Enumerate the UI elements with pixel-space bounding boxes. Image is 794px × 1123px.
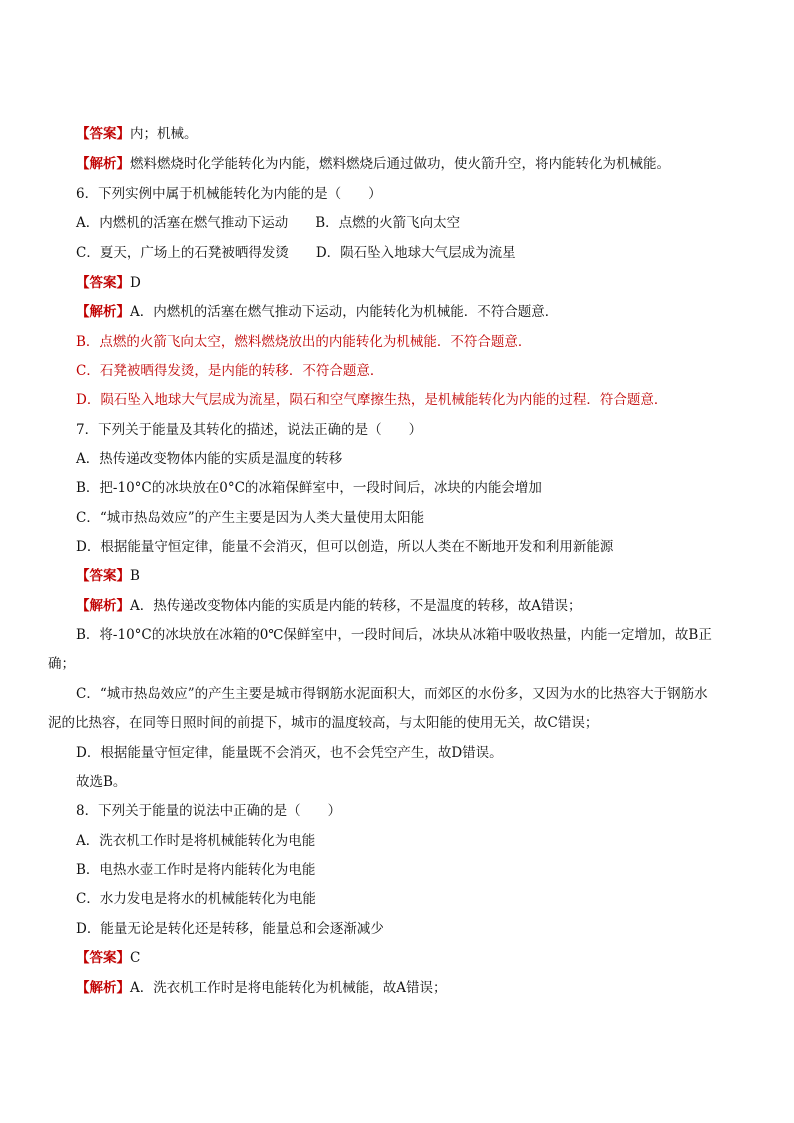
text-line	[48, 714, 598, 732]
text-line	[48, 655, 75, 673]
section-label: 【解析】	[76, 304, 130, 320]
line-text: 6．下列实例中属于机械能转化为内能的是（ ）	[76, 186, 382, 202]
line-text: A．热传递改变物体内能的实质是内能的转移，不是温度的转移，故A错误；	[130, 598, 582, 614]
section-label: 【解析】	[76, 156, 130, 172]
text-line	[76, 125, 198, 143]
text-line	[76, 479, 542, 497]
section-label: 【答案】	[76, 950, 130, 966]
text-line	[76, 333, 531, 351]
text-line	[76, 450, 342, 468]
line-text: 燃料燃烧时化学能转化为内能，燃料燃烧后通过做功，使火箭升空，将内能转化为机械能。	[130, 156, 670, 172]
section-label: 【答案】	[76, 126, 130, 142]
text-line	[76, 802, 341, 820]
line-text: 泥的比热容，在同等日照时间的前提下，城市的温度较高，与太阳能的使用无关，故C错误；	[48, 715, 599, 731]
section-label: 【答案】	[76, 568, 130, 584]
text-line	[76, 362, 383, 380]
line-text: B．将-10°C的冰块放在冰箱的0℃保鲜室中，一段时间后，冰块从冰箱中吸收热量，内能一定增加，故B正	[76, 627, 712, 643]
text-line	[76, 185, 382, 203]
text-line	[76, 509, 424, 527]
text-line	[76, 567, 140, 585]
text-line	[76, 597, 582, 615]
line-text: 8．下列关于能量的说法中正确的是（ ）	[76, 803, 342, 819]
line-text: D．根据能量守恒定律，能量既不会消灭，也不会凭空产生，故D错误。	[76, 745, 503, 761]
line-text: D．能量无论是转化还是转移，能量总和会逐渐减少	[76, 921, 384, 937]
text-line	[76, 685, 708, 703]
line-text: C．水力发电是将水的机械能转化为电能	[76, 891, 316, 907]
line-text: B	[130, 568, 140, 584]
line-text: 确；	[48, 656, 75, 672]
text-line	[76, 773, 126, 791]
text-line	[76, 949, 140, 967]
text-line	[76, 244, 516, 262]
text-line	[76, 979, 447, 997]
line-text: D	[130, 275, 141, 291]
section-label: 【解析】	[76, 598, 130, 614]
section-label: 【解析】	[76, 980, 130, 996]
line-text: D．根据能量守恒定律，能量不会消灭，但可以创造，所以人类在不断地开发和利用新能源	[76, 539, 614, 555]
line-text: 内；机械。	[130, 126, 198, 142]
text-line	[76, 391, 667, 409]
line-text: A．内燃机的活塞在燃气推动下运动，内能转化为机械能．不符合题意．	[130, 304, 559, 320]
text-line	[76, 155, 670, 173]
text-line	[76, 861, 315, 879]
line-text: A．内燃机的活塞在燃气推动下运动 B．点燃的火箭飞向太空	[76, 215, 461, 231]
line-text: C．“城市热岛效应”的产生主要是城市得钢筋水泥面积大，而郊区的水份多，又因为水的比热容大于钢筋水	[76, 686, 708, 702]
line-text: B．电热水壶工作时是将内能转化为电能	[76, 862, 316, 878]
text-line	[76, 538, 613, 556]
text-line	[76, 832, 315, 850]
line-text: A．洗衣机工作时是将机械能转化为电能	[76, 833, 316, 849]
text-line	[76, 890, 316, 908]
text-line	[76, 214, 460, 232]
line-text: B．点燃的火箭飞向太空，燃料燃烧放出的内能转化为机械能．不符合题意．	[76, 334, 532, 350]
section-label: 【答案】	[76, 275, 130, 291]
line-text: C．“城市热岛效应”的产生主要是因为人类大量使用太阳能	[76, 510, 425, 526]
line-text: A．洗衣机工作时是将电能转化为机械能，故A错误；	[130, 980, 447, 996]
text-line	[76, 744, 503, 762]
line-text: C	[130, 950, 141, 966]
text-line	[76, 303, 558, 321]
text-line	[76, 920, 384, 938]
text-line	[76, 421, 422, 439]
line-text: C．夏天，广场上的石凳被晒得发烫 D．陨石坠入地球大气层成为流星	[76, 245, 516, 261]
line-text: 故选B。	[76, 774, 127, 790]
line-text: A．热传递改变物体内能的实质是温度的转移	[76, 451, 343, 467]
text-line	[76, 626, 712, 644]
line-text: 7．下列关于能量及其转化的描述，说法正确的是（ ）	[76, 422, 423, 438]
text-line	[76, 274, 141, 292]
line-text: C．石凳被晒得发烫，是内能的转移．不符合题意．	[76, 363, 384, 379]
line-text: B．把-10°C的冰块放在0°C的冰箱保鲜室中，一段时间后，冰块的内能会增加	[76, 480, 542, 496]
line-text: D．陨石坠入地球大气层成为流星，陨石和空气摩擦生热，是机械能转化为内能的过程．符合题意．	[76, 392, 668, 408]
